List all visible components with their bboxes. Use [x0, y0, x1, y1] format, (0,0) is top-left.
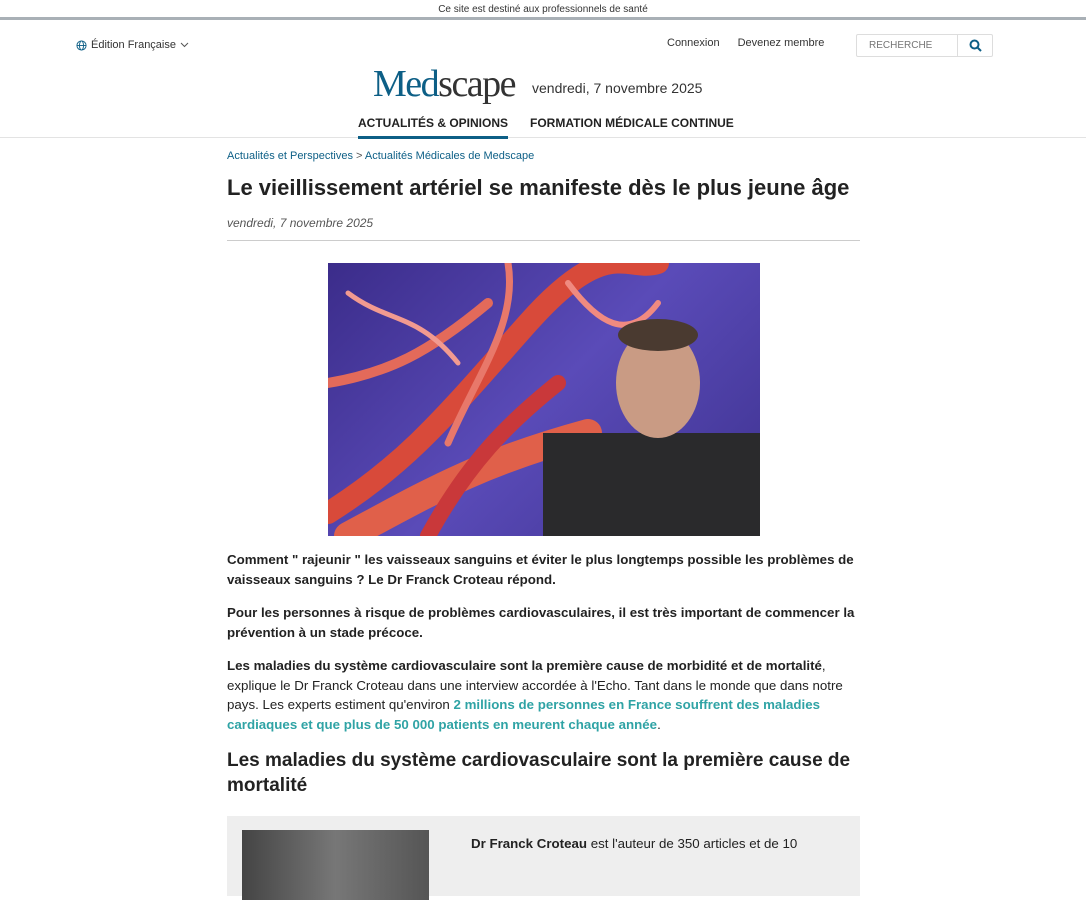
article-title: Le vieillissement artériel se manifeste dès le plus jeune âge	[227, 175, 850, 200]
header-date: vendredi, 7 novembre 2025	[532, 80, 703, 96]
search-icon	[969, 39, 982, 52]
site-header	[0, 20, 1086, 138]
globe-icon	[76, 40, 87, 51]
edition-selector[interactable]	[76, 39, 189, 51]
author-photo	[242, 830, 429, 900]
professional-notice: Ce site est destiné aux professionnels de santé	[0, 0, 1086, 20]
tab-news-opinions[interactable]: ACTUALITÉS & OPINIONS	[358, 116, 508, 139]
blood-vessels-illustration	[328, 263, 760, 536]
join-link[interactable]: Devenez membre	[737, 37, 825, 49]
article-date: vendredi, 7 novembre 2025	[227, 216, 860, 241]
breadcrumb-item[interactable]: Actualités et Perspectives	[227, 150, 353, 162]
text: , explique le Dr Franck Croteau dans une interview accordée à l'Echo. Tant dans le monde que dans notre pays. Les experts estiment qu'environ	[227, 658, 843, 712]
bold-text: Les maladies du système cardiovasculaire sont la première cause de morbidité et de mortalité	[227, 658, 822, 673]
breadcrumb-item[interactable]: Actualités Médicales de Medscape	[364, 150, 535, 162]
medscape-logo[interactable]	[373, 62, 515, 106]
breadcrumb-separator: >	[356, 150, 363, 162]
author-name: Dr Franck Croteau	[471, 836, 588, 851]
search-input[interactable]	[857, 35, 957, 56]
search-button[interactable]	[957, 35, 992, 56]
article-paragraph	[227, 656, 860, 734]
text: est l'auteur de 350 articles et de 10	[587, 836, 798, 851]
section-heading: Les maladies du système cardiovasculaire sont la première cause de mortalité	[227, 750, 851, 796]
article-lead: Comment " rajeunir " les vaisseaux sanguins et éviter le plus longtemps possible les problèmes de vaisseaux sanguins ? Le Dr Franck Croteau répond.	[227, 552, 854, 587]
author-box	[227, 816, 860, 896]
chevron-down-icon	[180, 42, 189, 48]
tab-cme[interactable]: FORMATION MÉDICALE CONTINUE	[530, 116, 734, 130]
logo-scape: scape	[438, 63, 516, 105]
search-box	[856, 34, 993, 57]
statistics-link[interactable]: 2 millions de personnes en France souffrent des maladies cardiaques et que plus de 50 000 patients en meurent chaque année	[227, 697, 821, 732]
breadcrumb	[227, 150, 860, 162]
logo-med: Med	[373, 63, 439, 105]
article-hero-image	[328, 263, 760, 536]
author-bio	[471, 834, 797, 854]
login-link[interactable]: Connexion	[667, 37, 720, 49]
edition-label: Édition Française	[91, 39, 176, 51]
text: .	[657, 716, 661, 732]
article-paragraph: Pour les personnes à risque de problèmes cardiovasculaires, il est très important de commencer la prévention à un stade précoce.	[227, 605, 855, 640]
article	[227, 150, 860, 896]
